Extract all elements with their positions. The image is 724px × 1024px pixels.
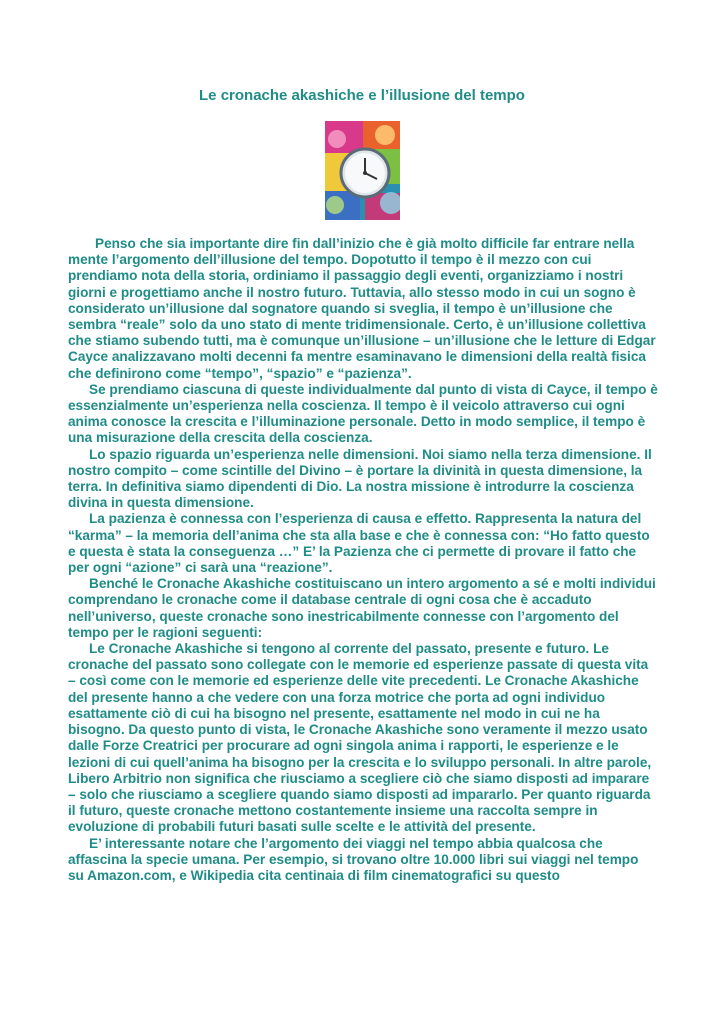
clock-icon xyxy=(325,121,400,220)
paragraph: La pazienza è connessa con l’esperienza di causa e effetto. Rappresenta la natura del “karma” – la memoria dell’anima che sta alla base e che è connessa con: “Ho fatto questo e questa è stata la conseguenza …” E’ la Pazienza che ci permette di provare il fatto che per ogni “azione” ci sarà una “reazione”. xyxy=(68,511,650,576)
paragraph: Se prendiamo ciascuna di queste individualmente dal punto di vista di Cayce, il tempo è essenzialmente un’esperienza nella coscienza. Il tempo è il veicolo attraverso cui ogni anima conosce la crescita e l’illuminazione personale. Detto in modo semplice, il tempo è una misurazione della crescita della coscienza. xyxy=(68,381,658,446)
document-title: Le cronache akashiche e l’illusione del tempo xyxy=(199,87,525,104)
paragraph: Le Cronache Akashiche si tengono al corrente del passato, presente e futuro. Le cronache del passato sono collegate con le memorie ed esperienze passate di questa vita – così come con le memorie ed esperienze delle vite precedenti. Le Cronache Akashiche del presente hanno a che vedere con una forza motrice che porta ad ogni individuo esattamente ciò di cui ha bisogno nel presente, esattamente nel modo in cui ne ha bisogno. Da questo punto di vista, le Cronache Akashiche sono veramente il mezzo usato dalle Forze Creatrici per procurare ad ogni singola anima i rapporti, le esperienze e le lezioni di cui quell’anima ha bisogno per la crescita e lo sviluppo personali. In altre parole, Libero Arbitrio non significa che riusciamo a scegliere ciò che siamo disposti ad imparare – solo che riusciamo a scegliere quando siamo disposti ad impararlo. Per quanto riguarda il futuro, queste cronache mettono costantemente insieme una raccolta sempre in evoluzione di probabili futuri basati sulle scelte e le attività del presente. xyxy=(68,641,652,835)
paragraph: E’ interessante notare che l’argomento dei viaggi nel tempo abbia qualcosa che affascina la specie umana. Per esempio, si trovano oltre 10.000 libri sui viaggi nel tempo su Amazon.com, e Wikipedia cita centinaia di film cinematografici su questo xyxy=(68,835,639,883)
paragraph: Benché le Cronache Akashiche costituiscano un intero argomento a sé e molti individui comprendano le cronache come il database centrale di ogni cosa che è accaduto nell’universo, queste cronache sono inestricabilmente connesse con l’argomento del tempo per le ragioni seguenti: xyxy=(68,576,656,640)
paragraph: Lo spazio riguarda un’esperienza nelle dimensioni. Noi siamo nella terza dimensione. Il nostro compito – come scintille del Divino – è portare la divinità in questa dimensione, la terra. In definitiva siamo dipendenti di Dio. La nostra missione è introdurre la coscienza divina in questa dimensione. xyxy=(68,446,652,511)
clock-collage-image xyxy=(325,121,400,220)
paragraph: Penso che sia importante dire fin dall’inizio che è già molto difficile far entrare nella mente l’argomento dell’illusione del tempo. Dopotutto il tempo è il mezzo con cui prendiamo nota della storia, ordiniamo il passaggio degli eventi, organizziamo i nostri giorni e progettiamo anche il nostro futuro. Tuttavia, allo stesso modo in cui un sogno è considerato un’illusione dal sognatore quando si sveglia, il tempo è un’illusione che sembra “reale” solo da uno stato di mente tridimensionale. Certo, è un’illusione collettiva che stiamo subendo tutti, ma è comunque un’illusione – un’illusione che le letture di Edgar Cayce analizzavano molti decenni fa mentre esaminavano le dimensioni della realtà fisica che definirono come “tempo”, “spazio” e “pazienza”. xyxy=(68,236,656,381)
document-body xyxy=(68,236,658,884)
